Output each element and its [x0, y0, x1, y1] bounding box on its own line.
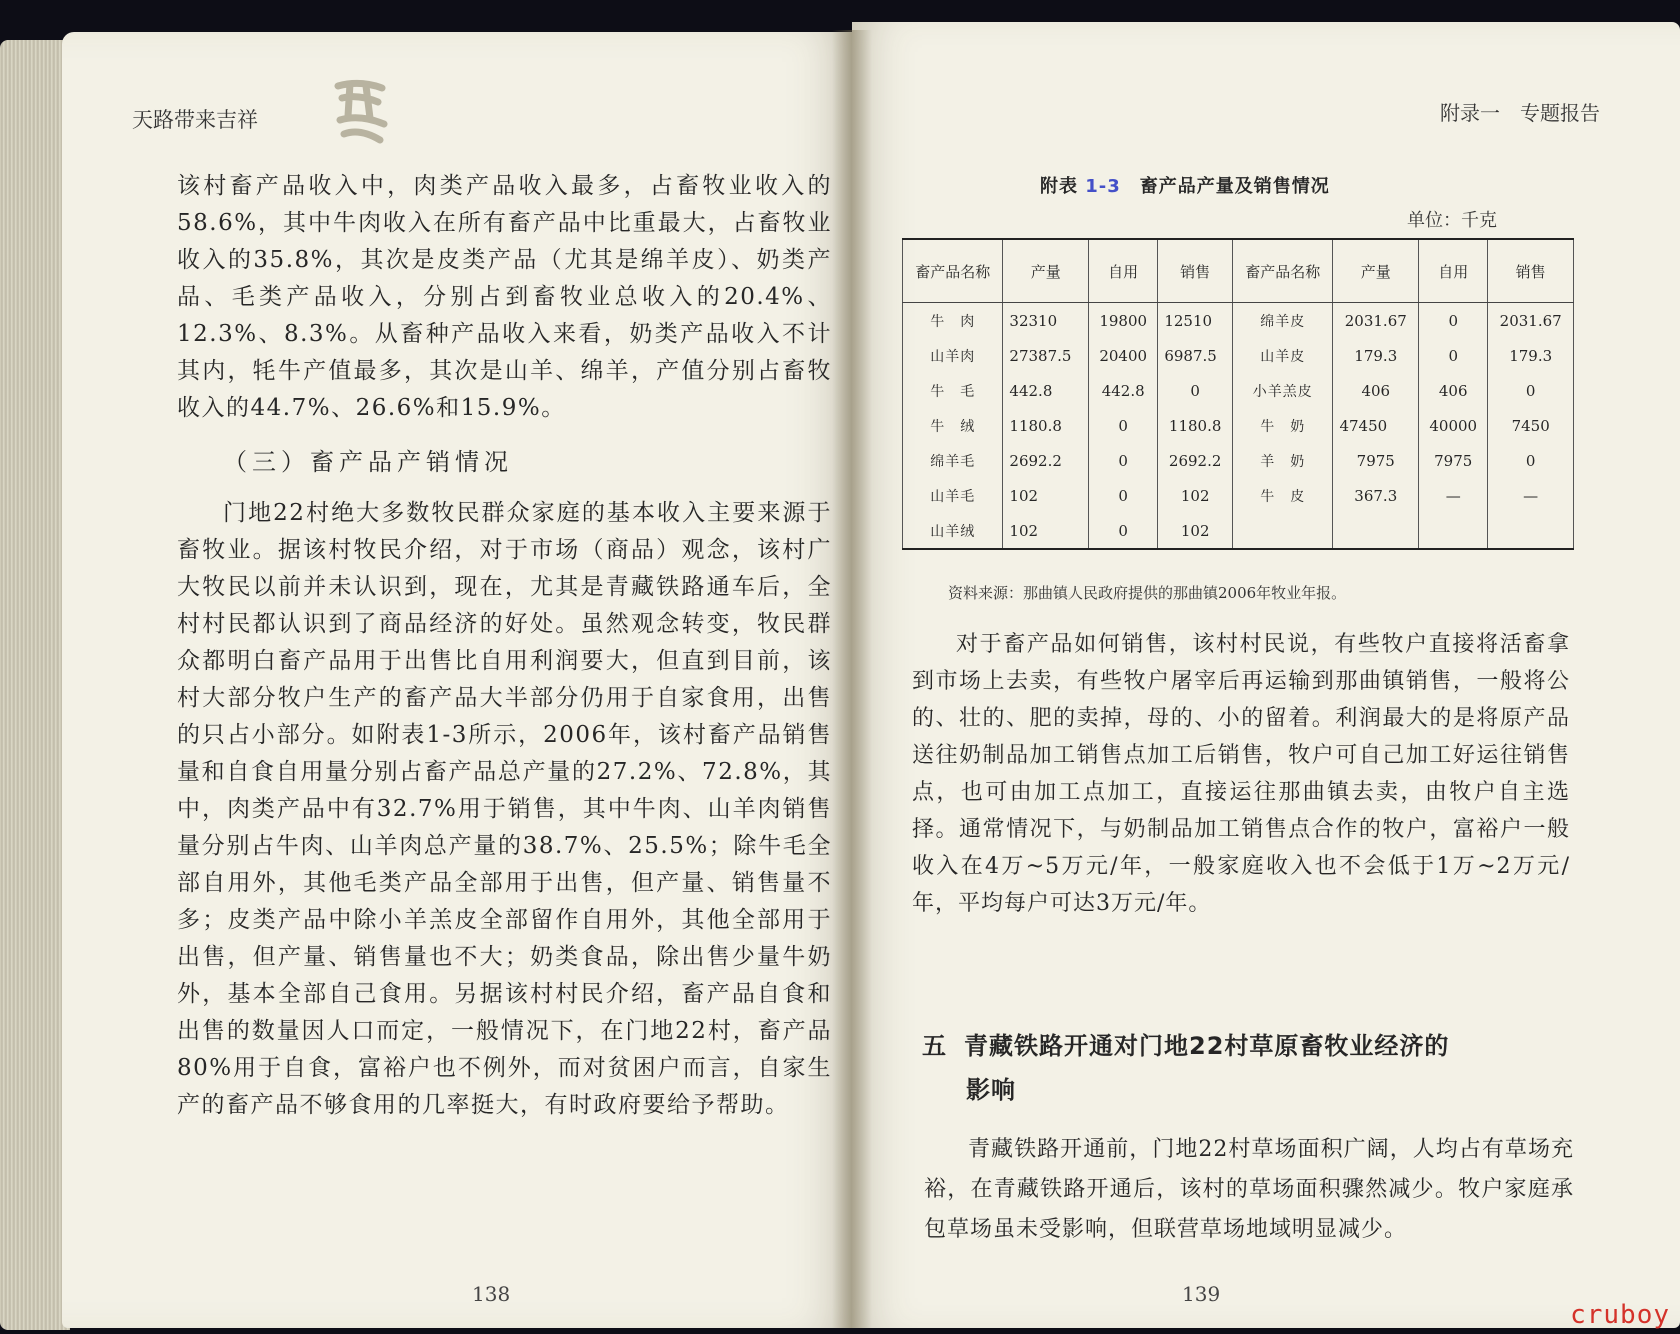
table-row [903, 373, 1574, 408]
table-cell: 1180.8 [1003, 408, 1089, 443]
table-cell: 406 [1419, 373, 1488, 408]
table-source-note: 资料来源：那曲镇人民政府提供的那曲镇2006年牧业年报。 [948, 584, 1347, 602]
table-cell: 20400 [1089, 338, 1158, 373]
table-header-cell: 畜产品名称 [1233, 239, 1333, 303]
page-edges [0, 40, 70, 1330]
table-cell: 0 [1089, 443, 1158, 478]
table-cell: 2692.2 [1158, 443, 1233, 478]
table-title-number: 1-3 [1085, 176, 1121, 197]
table-cell [1419, 513, 1488, 549]
book-gutter [832, 30, 872, 1328]
table-cell: 406 [1333, 373, 1419, 408]
section-title-line-2: 影响 [966, 1076, 1016, 1104]
table-cell: 2031.67 [1333, 303, 1419, 339]
table-cell: 山羊绒 [903, 513, 1003, 549]
table-cell: — [1419, 478, 1488, 513]
left-paragraph-1: 该村畜产品收入中，肉类产品收入最多，占畜牧业收入的58.6%，其中牛肉收入在所有畜产品中比重最大，占畜牧业收入的35.8%，其次是皮类产品（尤其是绵羊皮）、奶类产品、毛类产品收入，分别占到畜牧业总收入的20.4%、12.3%、8.3%。从畜种产品收入来看，奶类产品收入不计其内，牦牛产值最多，其次是山羊、绵羊，产值分别占畜牧收入的44.7%、26.6%和15.9%。 [177, 173, 832, 421]
right-paragraph-1: 对于畜产品如何销售，该村村民说，有些牧户直接将活畜拿到市场上去卖，有些牧户屠宰后再运输到那曲镇销售，一般将公的、壮的、肥的卖掉，母的、小的留着。利润最大的是将原产品送往奶制品加工销售点加工后销售，牧户可自己加工好运往销售点，也可由加工点加工，直接运往那曲镇去卖，由牧户自主选择。通常情况下，与奶制品加工销售点合作的牧户，富裕户一般收入在4万~5万元/年，一般家庭收入也不会低于1万~2万元/年，平均每户可达3万元/年。 [912, 632, 1570, 916]
running-head-right: 附录一 专题报告 [1440, 101, 1600, 125]
table-cell: 山羊毛 [903, 478, 1003, 513]
right-body-text [912, 626, 1570, 922]
left-body-text [177, 168, 832, 1124]
right-page [852, 22, 1680, 1328]
table-cell: 羊 奶 [1233, 443, 1333, 478]
section-number: 五 [922, 1032, 947, 1060]
table-cell: — [1488, 478, 1574, 513]
table-cell: 102 [1158, 478, 1233, 513]
table-title-suffix: 畜产品产量及销售情况 [1120, 176, 1330, 197]
table-cell: 179.3 [1333, 338, 1419, 373]
table-cell: 山羊皮 [1233, 338, 1333, 373]
table-cell: 2031.67 [1488, 303, 1574, 339]
table-cell: 6987.5 [1158, 338, 1233, 373]
table-row [903, 338, 1574, 373]
table-cell: 442.8 [1003, 373, 1089, 408]
table-cell: 7975 [1333, 443, 1419, 478]
table-cell: 0 [1488, 443, 1574, 478]
table-cell: 367.3 [1333, 478, 1419, 513]
table-cell: 102 [1158, 513, 1233, 549]
table-cell [1488, 513, 1574, 549]
table-cell: 102 [1003, 478, 1089, 513]
table-cell: 27387.5 [1003, 338, 1089, 373]
table-header-cell: 产量 [1003, 239, 1089, 303]
table-cell: 0 [1488, 373, 1574, 408]
running-head-left: 天路带来吉祥 [132, 108, 258, 132]
table-cell: 小羊羔皮 [1233, 373, 1333, 408]
left-page [62, 32, 852, 1328]
table-cell: 0 [1419, 303, 1488, 339]
table-cell: 32310 [1003, 303, 1089, 339]
section-heading-3: （三）畜产品产销情况 [223, 448, 513, 476]
table-cell: 绵羊毛 [903, 443, 1003, 478]
table-row [903, 408, 1574, 443]
table-header-row [903, 239, 1574, 303]
table-row [903, 478, 1574, 513]
page-number-right: 139 [1182, 1282, 1221, 1306]
table-header-cell: 畜产品名称 [903, 239, 1003, 303]
livestock-products-table [902, 238, 1574, 550]
scanner-watermark: cruboy [1570, 1300, 1670, 1330]
right-body-text-2 [924, 1130, 1574, 1250]
section-title-line-1: 青藏铁路开通对门地22村草原畜牧业经济的 [964, 1032, 1450, 1060]
table-row [903, 443, 1574, 478]
table-header-cell: 自用 [1089, 239, 1158, 303]
section-heading-5 [922, 1024, 1572, 1112]
table-cell: 0 [1089, 513, 1158, 549]
table-header-cell: 产量 [1333, 239, 1419, 303]
table-cell: 1180.8 [1158, 408, 1233, 443]
table-cell: 牛 绒 [903, 408, 1003, 443]
table-cell: 牛 奶 [1233, 408, 1333, 443]
table-cell: 7450 [1488, 408, 1574, 443]
table-header-cell: 自用 [1419, 239, 1488, 303]
table-cell: 0 [1089, 478, 1158, 513]
table-cell: 442.8 [1089, 373, 1158, 408]
table-cell: 2692.2 [1003, 443, 1089, 478]
table-cell: 牛 肉 [903, 303, 1003, 339]
table-cell: 牛 毛 [903, 373, 1003, 408]
table-title [1040, 172, 1330, 198]
table-header-cell: 销售 [1158, 239, 1233, 303]
table-cell: 7975 [1419, 443, 1488, 478]
table-cell: 0 [1158, 373, 1233, 408]
table-cell: 0 [1089, 408, 1158, 443]
table-cell: 12510 [1158, 303, 1233, 339]
table-title-prefix: 附表 [1040, 176, 1086, 197]
table-unit: 单位：千克 [1407, 210, 1497, 231]
table-cell: 19800 [1089, 303, 1158, 339]
page-number-left: 138 [472, 1282, 511, 1306]
table-cell: 0 [1419, 338, 1488, 373]
table-cell: 179.3 [1488, 338, 1574, 373]
table-row [903, 303, 1574, 339]
xizang-calligraphy-logo [330, 76, 392, 148]
table-cell: 47450 [1333, 408, 1419, 443]
table-row [903, 513, 1574, 549]
table-cell: 山羊肉 [903, 338, 1003, 373]
left-paragraph-2: 门地22村绝大多数牧民群众家庭的基本收入主要来源于畜牧业。据该村牧民介绍，对于市场（商品）观念，该村广大牧民以前并未认识到，现在，尤其是青藏铁路通车后，全村村民都认识到了商品经济的好处。虽然观念转变，牧民群众都明白畜产品用于出售比自用利润要大，但直到目前，该村大部分牧户生产的畜产品大半部分仍用于自家食用，出售的只占小部分。如附表1-3所示，2006年，该村畜产品销售量和自食自用量分别占畜产品总产量的27.2%、72.8%，其中，肉类产品中有32.7%用于销售，其中牛肉、山羊肉销售量分别占牛肉、山羊肉总产量的38.7%、25.5%；除牛毛全部自用外，其他毛类产品全部用于出售，但产量、销售量不多；皮类产品中除小羊羔皮全部留作自用外，其他全部用于出售，但产量、销售量也不大；奶类食品，除出售少量牛奶外，基本全部自己食用。另据该村村民介绍，畜产品自食和出售的数量因人口而定，一般情况下，在门地22村，畜产品80%用于自食，富裕户也不例外，而对贫困户而言，自家生产的畜产品不够食用的几率挺大，有时政府要给予帮助。 [177, 500, 832, 1118]
table-cell [1333, 513, 1419, 549]
table-cell: 绵羊皮 [1233, 303, 1333, 339]
right-paragraph-2: 青藏铁路开通前，门地22村草场面积广阔，人均占有草场充裕，在青藏铁路开通后，该村的草场面积骤然减少。牧户家庭承包草场虽未受影响，但联营草场地域明显减少。 [924, 1137, 1574, 1242]
table-cell: 40000 [1419, 408, 1488, 443]
table-cell: 102 [1003, 513, 1089, 549]
table-cell [1233, 513, 1333, 549]
table-cell: 牛 皮 [1233, 478, 1333, 513]
table-header-cell: 销售 [1488, 239, 1574, 303]
